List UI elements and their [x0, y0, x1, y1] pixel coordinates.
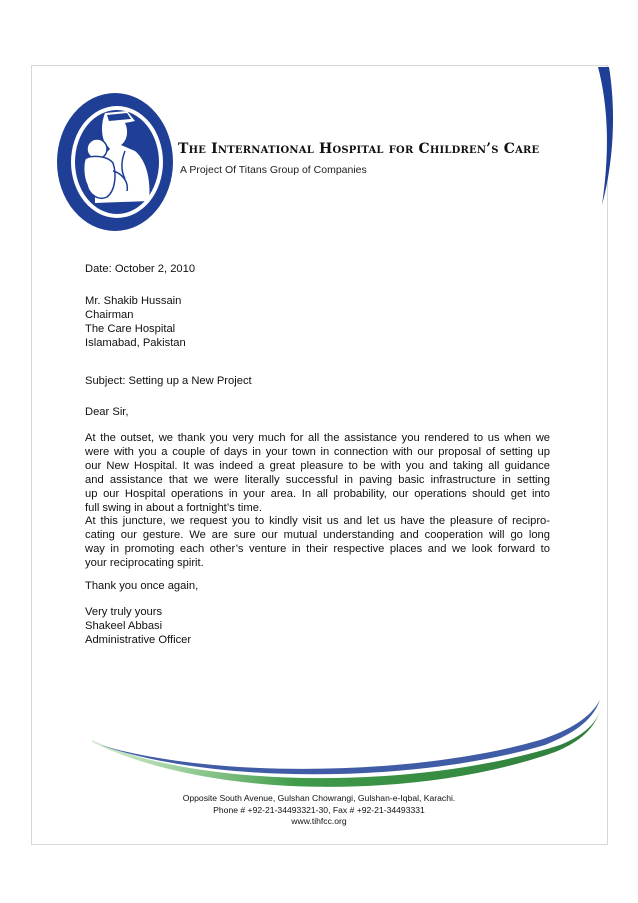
letter-thanks — [85, 580, 550, 594]
body-line: were with you a couple of days in your town in connection with our proposal of setting up — [85, 445, 550, 458]
salutation-text: Dear Sir, — [85, 406, 129, 418]
signer-title: Administrative Officer — [85, 633, 192, 646]
body-line: our New Hospital. It was indeed a great pleasure to be with you and taking all guidance — [85, 459, 550, 472]
organization-title: The International Hospital for Children’s Care — [178, 141, 540, 157]
body-line: up our Hospital operations in your area. In all probability, our operations should get into — [85, 487, 550, 500]
body-line: full swing in about a fortnight’s time. — [85, 501, 263, 514]
body-line: At this juncture, we request you to kindly visit us and let us have the pleasure of recipro- — [85, 515, 550, 528]
body-line: way in promoting each other’s venture in their respective places and we look forward to — [85, 543, 550, 556]
date-text: Date: October 2, 2010 — [85, 263, 196, 275]
body-line: cating our gesture. We are sure our mutual understanding and cooperation will go long — [85, 529, 550, 542]
recipient-location: Islamabad, Pakistan — [85, 336, 186, 349]
footer-website: www.tihfcc.org — [291, 816, 347, 826]
recipient-title: Chairman — [85, 308, 134, 321]
hospital-logo-icon — [55, 91, 175, 233]
letter-subject — [85, 375, 550, 389]
signature-block — [85, 606, 550, 648]
body-line: At the outset, we thank you very much for all the assistance you rendered to us when we — [85, 432, 550, 444]
closing-text: Very truly yours — [85, 606, 163, 618]
letter-salutation — [85, 406, 550, 420]
organization-subtitle: A Project Of Titans Group of Companies — [180, 164, 367, 176]
recipient-block — [85, 295, 550, 351]
body-line: and assistance that we were literally successful in paving basic infrastructure in setting — [85, 473, 550, 486]
footer — [0, 793, 638, 828]
recipient-name: Mr. Shakib Hussain — [85, 295, 182, 307]
letter-date — [85, 263, 550, 277]
subject-text: Subject: Setting up a New Project — [85, 375, 252, 387]
recipient-organization: The Care Hospital — [85, 322, 176, 335]
signer-name: Shakeel Abbasi — [85, 619, 163, 632]
thanks-text: Thank you once again, — [85, 580, 199, 592]
footer-address: Opposite South Avenue, Gulshan Chowrangi, Gulshan-e-Iqbal, Karachi. — [182, 793, 456, 803]
letter-body — [85, 432, 550, 571]
body-line: your reciprocating spirit. — [85, 557, 204, 570]
footer-phone: Phone # +92-21-34493321-30, Fax # +92-21-34493331 — [213, 804, 425, 815]
